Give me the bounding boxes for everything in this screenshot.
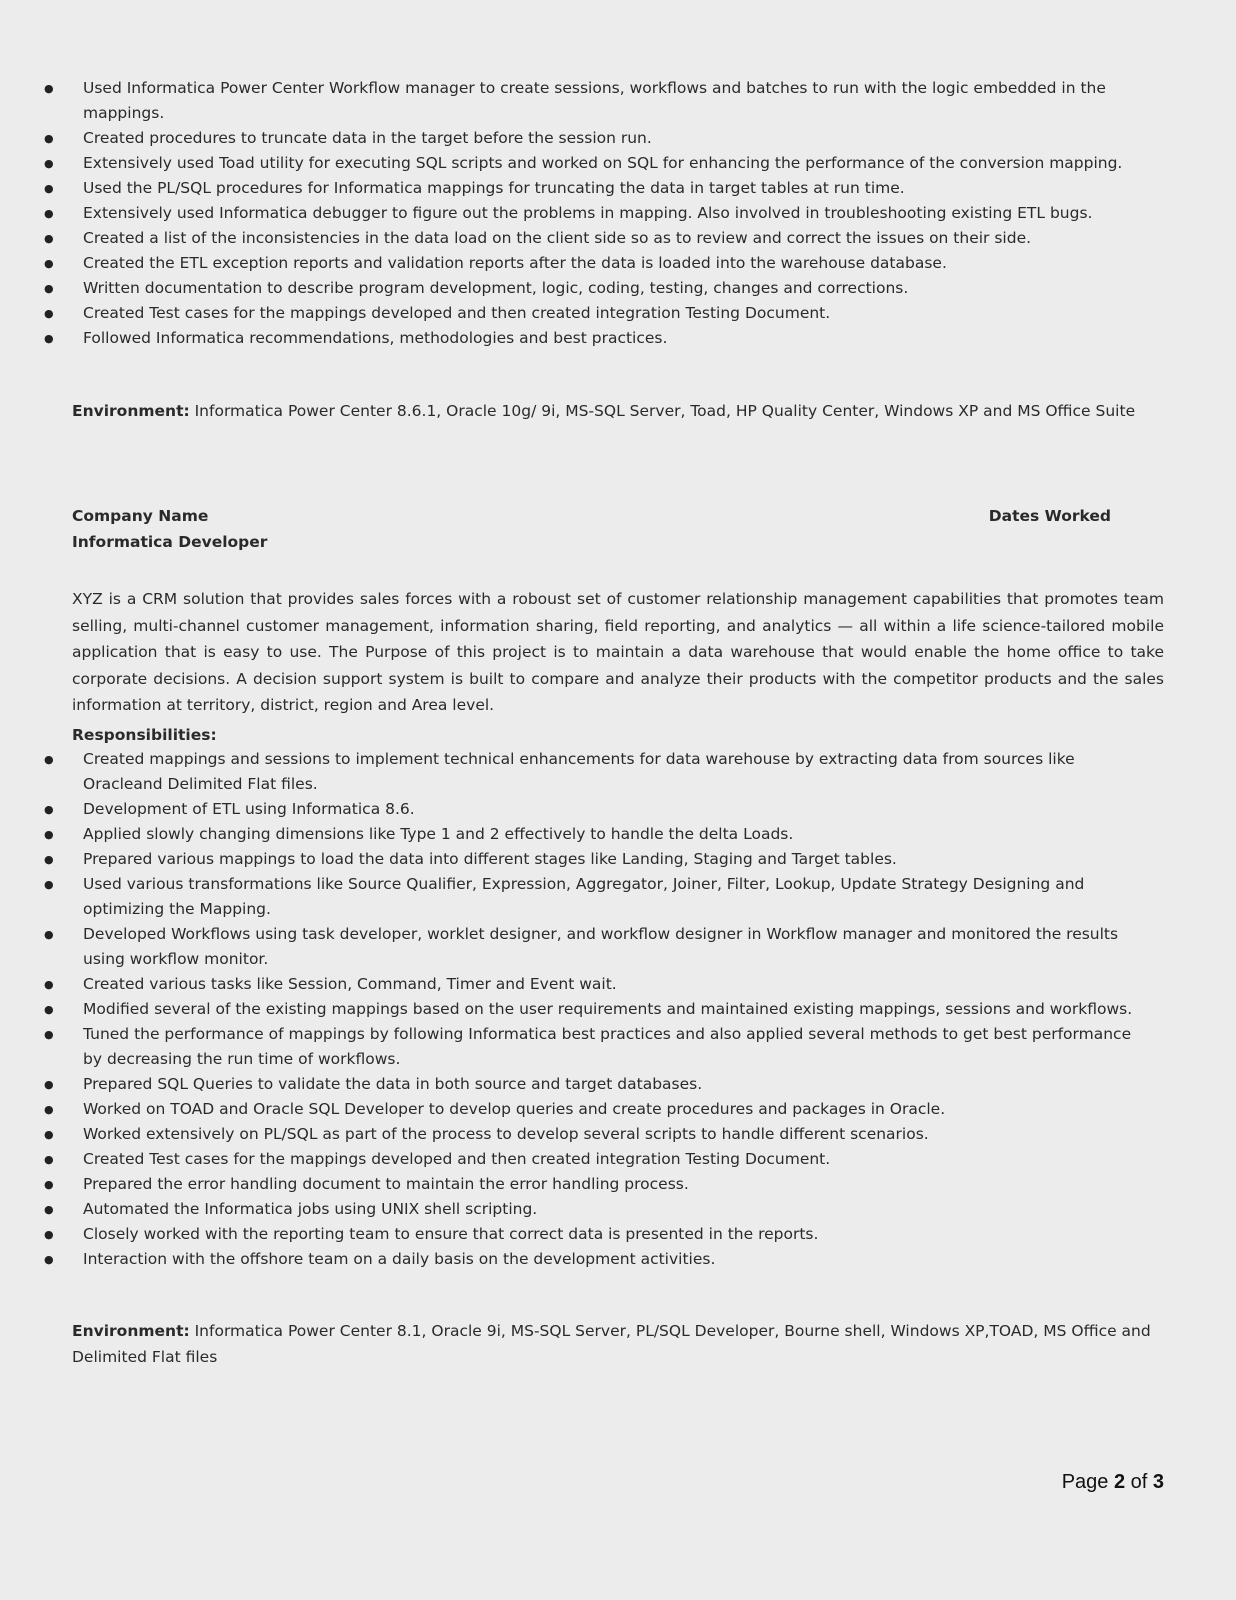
bullet-item: ● Used the PL/SQL procedures for Informatica mappings for truncating the data in target tables at run time. (0, 176, 1236, 201)
bullet-item: ● Written documentation to describe program development, logic, coding, testing, changes and corrections. (0, 276, 1236, 301)
bullet-item: ● Extensively used Toad utility for executing SQL scripts and worked on SQL for enhancing the performance of the conversion mapping. (0, 151, 1236, 176)
page-total: 3 (1152, 1471, 1164, 1493)
page-prefix: Page (1061, 1471, 1114, 1493)
bullet-item: ● Automated the Informatica jobs using UNIX shell scripting. (0, 1197, 1236, 1222)
bullet-item: ● Created Test cases for the mappings developed and then created integration Testing Document. (0, 1147, 1236, 1172)
project-description: XYZ is a CRM solution that provides sales forces with a roboust set of customer relationship management capabilities that promotes team selling, multi-channel customer management, information sharing, field reporting, and analytics — all within a life science-tailored mobile application that is easy to use. The Purpose of this project is to maintain a data warehouse that would enable the home office to take corporate decisions. A decision support system is built to compare and analyze their products with the competitor products and the sales information at territory, district, region and Area level. (72, 590, 1164, 714)
section1-bullet-list (0, 76, 1236, 351)
bullet-item: ● Created mappings and sessions to implement technical enhancements for data warehouse by extracting data from sources like Oracleand Delimited Flat files. (0, 747, 1236, 797)
environment-2 (72, 1318, 1164, 1370)
responsibilities-list (0, 747, 1236, 1272)
dates-worked: Dates Worked (988, 507, 1111, 525)
bullet-item: ● Created various tasks like Session, Command, Timer and Event wait. (0, 972, 1236, 997)
environment-label: Environment: (72, 1322, 190, 1340)
bullet-item: ● Worked extensively on PL/SQL as part of the process to develop several scripts to handle different scenarios. (0, 1122, 1236, 1147)
bullet-item: ● Interaction with the offshore team on a daily basis on the development activities. (0, 1247, 1236, 1272)
page-number (1062, 1471, 1164, 1494)
bullet-item: ● Used various transformations like Source Qualifier, Expression, Aggregator, Joiner, Filter, Lookup, Update Strategy Designing and optimizing the Mapping. (0, 872, 1236, 922)
bullet-item: ● Applied slowly changing dimensions like Type 1 and 2 effectively to handle the delta Loads. (0, 822, 1236, 847)
environment-text: Informatica Power Center 8.6.1, Oracle 10g/ 9i, MS-SQL Server, Toad, HP Quality Center, Windows XP and MS Office Suite (189, 402, 1136, 420)
page-of: of (1125, 1471, 1153, 1493)
page-current: 2 (1113, 1471, 1126, 1493)
responsibilities-heading: Responsibilities: (72, 726, 217, 744)
bullet-item: ● Developed Workflows using task developer, worklet designer, and workflow designer in Workflow manager and monitored the results using workflow monitor. (0, 922, 1236, 972)
bullet-item: ● Worked on TOAD and Oracle SQL Developer to develop queries and create procedures and packages in Oracle. (0, 1097, 1236, 1122)
bullet-item: ● Development of ETL using Informatica 8.6. (0, 797, 1236, 822)
environment-label: Environment: (72, 402, 190, 420)
environment-text: Informatica Power Center 8.1, Oracle 9i, MS-SQL Server, PL/SQL Developer, Bourne shell, Windows XP,TOAD, MS Office and Delimited Flat files (72, 1322, 1151, 1366)
bullet-item: ● Created a list of the inconsistencies in the data load on the client side so as to review and correct the issues on their side. (0, 226, 1236, 251)
bullet-item: ● Prepared the error handling document to maintain the error handling process. (0, 1172, 1236, 1197)
company-name: Company Name (72, 507, 209, 525)
bullet-item: ● Extensively used Informatica debugger to figure out the problems in mapping. Also involved in troubleshooting existing ETL bugs. (0, 201, 1236, 226)
bullet-item: ● Tuned the performance of mappings by following Informatica best practices and also applied several methods to get best performance by decreasing the run time of workflows. (0, 1022, 1236, 1072)
bullet-item: ● Closely worked with the reporting team to ensure that correct data is presented in the reports. (0, 1222, 1236, 1247)
bullet-item: ● Prepared various mappings to load the data into different stages like Landing, Staging and Target tables. (0, 847, 1236, 872)
bullet-item: ● Used Informatica Power Center Workflow manager to create sessions, workflows and batches to run with the logic embedded in the mappings. (0, 76, 1236, 126)
job-title: Informatica Developer (72, 533, 268, 551)
bullet-item: ● Created procedures to truncate data in the target before the session run. (0, 126, 1236, 151)
environment-1 (72, 398, 1164, 424)
bullet-item: ● Created the ETL exception reports and validation reports after the data is loaded into the warehouse database. (0, 251, 1236, 276)
bullet-item: ● Modified several of the existing mappings based on the user requirements and maintained existing mappings, sessions and workflows. (0, 997, 1236, 1022)
bullet-item: ● Created Test cases for the mappings developed and then created integration Testing Document. (0, 301, 1236, 326)
bullet-item: ● Followed Informatica recommendations, methodologies and best practices. (0, 326, 1236, 351)
bullet-item: ● Prepared SQL Queries to validate the data in both source and target databases. (0, 1072, 1236, 1097)
